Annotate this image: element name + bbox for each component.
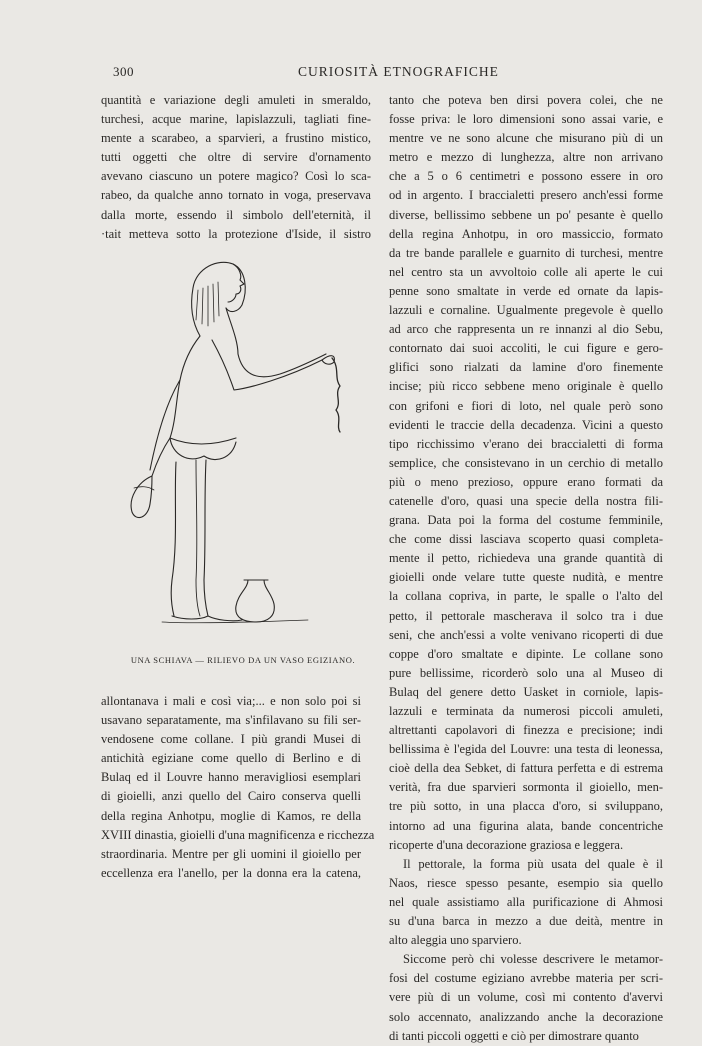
text-line: ricoperte d'una decorazione graziosa e leggera. bbox=[389, 837, 624, 852]
text-line: Naos, riesce spesso pesante, esempio sia quello bbox=[389, 875, 663, 890]
text-line: glifici sono rialzati da lamine d'oro finemente bbox=[389, 360, 663, 375]
left-column-bottom-text bbox=[101, 692, 375, 883]
text-line: con grifoni e fiori di loto, nel quale però sono bbox=[389, 398, 663, 413]
text-line: nel quale assistiamo alla purificazione di Ahmosi bbox=[389, 894, 663, 909]
text-line: della regina Anhotpu, moglie di Kamos, re della bbox=[101, 808, 361, 823]
running-title: CURIOSITÀ ETNOGRAFICHE bbox=[298, 64, 499, 79]
text-line: verità, fra due sparvieri sormonta il gioiello, men- bbox=[389, 780, 663, 795]
text-line: incise; più ricco sebbene meno originale è quello bbox=[389, 379, 663, 394]
text-line: rabeo, da qualche anno tornato in voga, preservava bbox=[101, 188, 371, 203]
text-line: altrettanti capolavori di finezza e precisione; indi bbox=[389, 723, 663, 738]
text-line: vendosene come collane. I più grandi Musei di bbox=[101, 732, 361, 747]
text-line: antichità egiziane come quello di Berlino e di bbox=[101, 751, 361, 766]
text-line: fosse priva: le loro dimensioni sono assai varie, e bbox=[389, 112, 663, 127]
text-line: mente a scarabeo, a sparvieri, a frustino mistico, bbox=[101, 131, 371, 146]
text-line: seni, che anch'essi a volte venivano ricoperti di due bbox=[389, 627, 663, 642]
text-line: coppe d'oro smaltate e dipinte. Le collane sono bbox=[389, 646, 663, 661]
text-line: tre più sotto, in una placca d'oro, si sviluppano, bbox=[389, 799, 663, 814]
text-line: cioè della dea Sebket, di fattura perfetta e di estrema bbox=[389, 761, 663, 776]
text-line: bellissima è l'egida del Louvre: una testa di leonessa, bbox=[389, 742, 663, 757]
text-line: della regina Anhotpu, in oro massiccio, formato bbox=[389, 226, 663, 241]
text-line: nel centro sta un avvoltoio colle ali aperte le cui bbox=[389, 264, 663, 279]
text-line: turchesi, acque marine, lapislazzuli, tagliati fine- bbox=[101, 112, 371, 127]
text-line: dalla morte, essendo il simbolo dell'eternità, il bbox=[101, 207, 371, 222]
text-line: avevano ciascuno un potere magico? Così lo sca- bbox=[101, 169, 371, 184]
text-line: metro e mezzo di lunghezza, altre non arrivano bbox=[389, 150, 663, 165]
text-line: catenelle d'oro, quasi una specie della nostra fili- bbox=[389, 493, 663, 508]
text-line: gioielli onde velare tutte queste nudità, e mentre bbox=[389, 570, 663, 585]
text-line: la collana copriva, in parte, le spalle o l'alto del bbox=[389, 589, 663, 604]
text-line: quantità e variazione degli amuleti in smeraldo, bbox=[101, 93, 371, 107]
slave-figure-illustration bbox=[108, 250, 368, 640]
text-line: intorno ad una figurina alata, bande concentriche bbox=[389, 818, 663, 833]
text-line: ad arco che rappresenta un re innanzi al dio Sebu, bbox=[389, 322, 663, 337]
text-line: petto, il pettorale mascherava il solco tra i due bbox=[389, 608, 663, 623]
page-number: 300 bbox=[113, 64, 134, 79]
text-line: lazzuli e cornaline. Ugualmente pregevole è quello bbox=[389, 303, 663, 318]
text-line: diverse, bellissimo sebbene un po' pesante è quello bbox=[389, 207, 663, 222]
text-line: grana. Data poi la forma del costume femminile, bbox=[389, 513, 663, 528]
text-line: di tanti piccoli oggetti e ciò per dimostrare quanto bbox=[389, 1028, 639, 1043]
text-line: vere più di un volume, così mi contento d'avervi bbox=[389, 990, 663, 1005]
text-line: Siccome però chi volesse descrivere le metamor- bbox=[403, 952, 663, 967]
figure-caption: UNA SCHIAVA — RILIEVO DA UN VASO EGIZIANO. bbox=[130, 655, 356, 665]
text-line: evidenti le traccie della decadenza. Vicini a questo bbox=[389, 417, 663, 432]
right-column-text bbox=[389, 91, 663, 1046]
text-line: pure bellissime, ricorderò solo una al Museo di bbox=[389, 665, 663, 680]
text-line: tipo ricchissimo v'erano dei braccialetti di forma bbox=[389, 436, 663, 451]
text-line: penne sono smaltate in verde ed ornate da lapis- bbox=[389, 283, 663, 298]
text-line: contornato dai suoi accoliti, le cui figure e gero- bbox=[389, 341, 663, 356]
text-line: tanto che poteva ben dirsi povera colei, che ne bbox=[389, 93, 663, 107]
text-line: mentre ve ne sono alcune che misurano più di un bbox=[389, 131, 663, 146]
left-column-top-text bbox=[101, 91, 371, 244]
text-line: eccellenza era l'anello, per la donna era la catena, bbox=[101, 865, 361, 880]
text-line: più o meno prezioso, oppure erano formati da bbox=[389, 474, 663, 489]
text-line: straordinaria. Mentre per gli uomini il gioiello per bbox=[101, 846, 361, 861]
text-line: Bulaq ed il Louvre hanno meravigliosi esemplari bbox=[101, 770, 361, 785]
text-line: usavano separatamente, ma s'infilavano su fili ser- bbox=[101, 713, 361, 728]
text-line: da tre bande parallele e guarnito di turchesi, mentre bbox=[389, 245, 663, 260]
text-line: Bulaq del genere detto Uasket in corniole, lapis- bbox=[389, 684, 663, 699]
text-line: mente il petto, richiedeva una grande quantità di bbox=[389, 551, 663, 566]
text-line: Il pettorale, la forma più usata del quale è il bbox=[403, 856, 663, 871]
text-line: solo accennato, analizzando anche la decorazione bbox=[389, 1009, 663, 1024]
text-line: alto aleggia uno sparviero. bbox=[389, 933, 522, 948]
text-line: lazzuli e terminata da numerosi piccoli amuleti, bbox=[389, 704, 663, 718]
text-line: di gioielli, anzi quello del Cairo conserva quelli bbox=[101, 789, 361, 804]
text-line: semplice, che consistevano in un cerchio di metallo bbox=[389, 455, 663, 470]
text-line: tutti oggetti che oltre di servire d'ornamento bbox=[101, 150, 371, 165]
text-line: XVIII dinastia, gioielli d'una magnificenza e ricchezza bbox=[101, 827, 375, 842]
text-line: su d'una barca in mezzo a due deità, mentre in bbox=[389, 914, 663, 929]
text-line: che come dissi lasciava scoperto quasi completa- bbox=[389, 532, 663, 547]
text-line: od in argento. I braccialetti presero anch'essi forme bbox=[389, 188, 663, 203]
text-line: ·tait metteva sotto la protezione d'Iside, il sistro bbox=[101, 226, 371, 241]
text-line: fosi del costume egiziano avrebbe materia per scri- bbox=[389, 971, 663, 986]
text-line: che a 5 o 6 centimetri e possono essere in oro bbox=[389, 169, 663, 184]
text-line: allontanava i mali e così via;... e non solo poi si bbox=[101, 694, 361, 708]
